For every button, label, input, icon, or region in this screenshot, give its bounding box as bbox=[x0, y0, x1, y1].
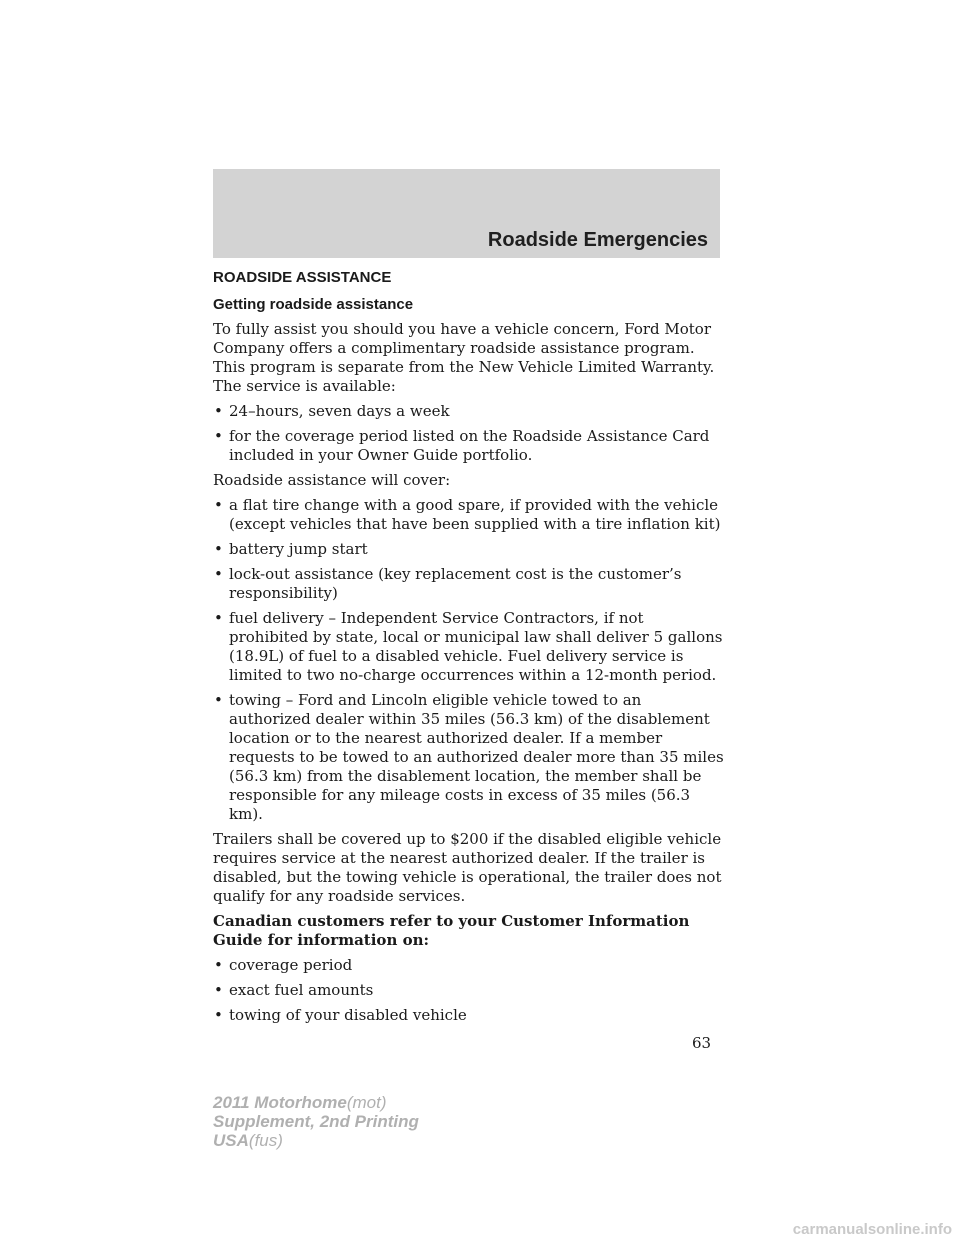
section-header-band bbox=[213, 169, 720, 258]
availability-list bbox=[213, 402, 725, 465]
watermark: carmanualsonline.info bbox=[792, 1221, 952, 1238]
trailers-paragraph: Trailers shall be covered up to $200 if the disabled eligible vehicle requires service at the nearest authorized dealer. If the trailer is disabled, but the towing vehicle is operational, the trailer does not qualify for any roadside services. bbox=[213, 830, 722, 905]
section-title: Roadside Emergencies bbox=[487, 229, 708, 251]
intro-paragraph: To fully assist you should you have a vehicle concern, Ford Motor Company offers a complimentary roadside assistance program. This program is separate from the New Vehicle Limited Warranty. The service is available: bbox=[213, 320, 715, 395]
cover-intro: Roadside assistance will cover: bbox=[213, 471, 451, 489]
page-content bbox=[213, 268, 725, 1031]
bullet-icon: • bbox=[214, 565, 223, 583]
document-footer bbox=[213, 1093, 419, 1150]
canadian-note: Canadian customers refer to your Customer Information Guide for information on: bbox=[213, 912, 690, 949]
list-item: • 24–hours, seven days a week bbox=[214, 402, 450, 420]
list-item: • lock-out assistance (key replacement cost is the customer’s responsibility) bbox=[214, 565, 682, 602]
page-number: 63 bbox=[692, 1034, 712, 1052]
footer-line-2: Supplement, 2nd Printing bbox=[213, 1112, 419, 1131]
bullet-icon: • bbox=[214, 427, 223, 445]
canadian-list bbox=[213, 956, 725, 1025]
bullet-icon: • bbox=[214, 402, 223, 420]
coverage-list bbox=[213, 496, 725, 824]
list-item: • battery jump start bbox=[214, 540, 368, 558]
list-item: • fuel delivery – Independent Service Contractors, if not prohibited by state, local or municipal law shall deliver 5 gallons (18.9L) of fuel to a disabled vehicle. Fuel delivery service is limited to two no-charge occurrences within a 12-month period. bbox=[214, 609, 723, 684]
list-item: • for the coverage period listed on the Roadside Assistance Card included in your Owner Guide portfolio. bbox=[214, 427, 710, 464]
bullet-icon: • bbox=[214, 496, 223, 514]
footer-line-3: USA(fus) bbox=[213, 1131, 283, 1150]
list-item: • coverage period bbox=[214, 956, 353, 974]
bullet-icon: • bbox=[214, 609, 223, 627]
list-item: • a flat tire change with a good spare, if provided with the vehicle (except vehicles that have been supplied with a tire inflation kit) bbox=[214, 496, 721, 533]
list-item: • towing – Ford and Lincoln eligible vehicle towed to an authorized dealer within 35 miles (56.3 km) of the disablement location or to the nearest authorized dealer. If a member requests to be towed to an authorized dealer more than 35 miles (56.3 km) from the disablement location, the member shall be responsible for any mileage costs in excess of 35 miles (56.3 km). bbox=[214, 691, 724, 823]
bullet-icon: • bbox=[214, 1006, 223, 1024]
bullet-icon: • bbox=[214, 956, 223, 974]
list-item: • exact fuel amounts bbox=[214, 981, 374, 999]
sub-heading: Getting roadside assistance bbox=[213, 296, 414, 313]
main-heading: ROADSIDE ASSISTANCE bbox=[213, 269, 392, 286]
bullet-icon: • bbox=[214, 691, 223, 709]
footer-line-1: 2011 Motorhome(mot) bbox=[213, 1093, 387, 1112]
list-item: • towing of your disabled vehicle bbox=[214, 1006, 467, 1024]
bullet-icon: • bbox=[214, 981, 223, 999]
bullet-icon: • bbox=[214, 540, 223, 558]
